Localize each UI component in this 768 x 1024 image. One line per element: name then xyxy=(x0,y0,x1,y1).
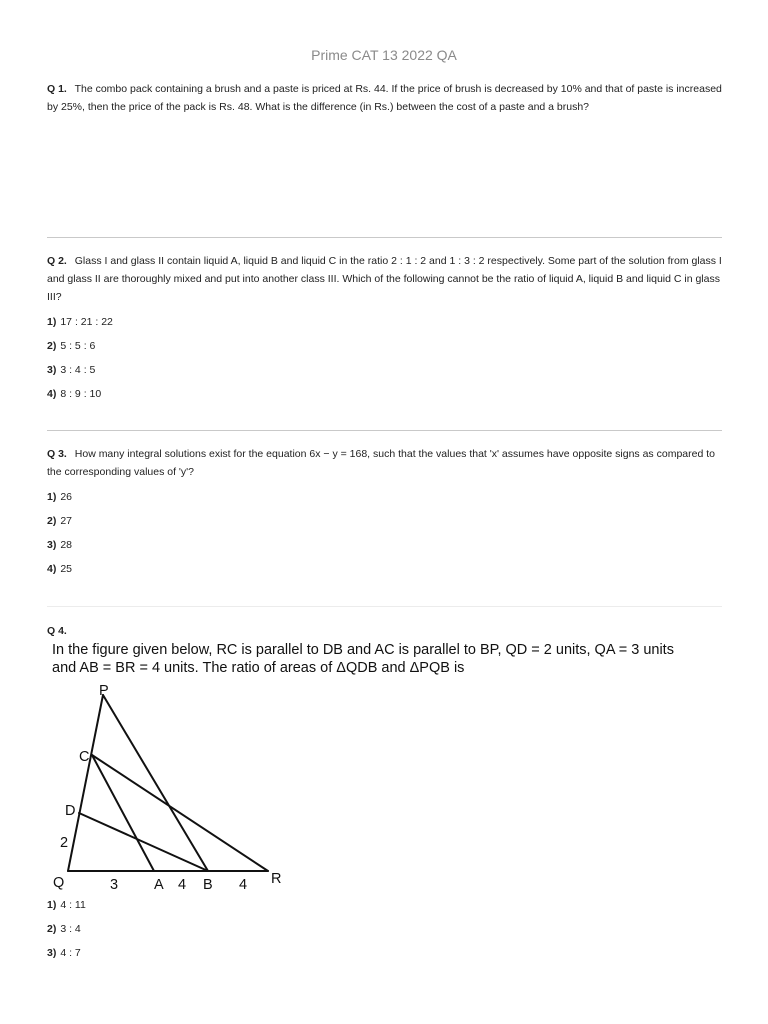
option-1[interactable]: 1) 26 xyxy=(47,491,73,503)
label-qa-length: 3 xyxy=(110,877,119,892)
option-2[interactable]: 2) 27 xyxy=(47,515,73,527)
label-d: D xyxy=(65,803,76,819)
label-r: R xyxy=(271,871,282,887)
question-number: Q 2. xyxy=(47,255,67,267)
question-number: Q 4. xyxy=(47,625,67,637)
divider xyxy=(47,430,722,431)
option-3[interactable]: 3) 28 xyxy=(47,539,73,551)
question-number: Q 1. xyxy=(47,83,67,95)
line-cr xyxy=(92,755,268,871)
question-text: Glass I and glass II contain liquid A, liquid B and liquid C in the ratio 2 : 1 : 2 and 1 : 3 : 2 respectively. Some part of the solution from glass I and glass II are thoroughly mixed and put into another class III. Which of the following cannot be the ratio of liquid A, liquid B and liquid C in glass III? xyxy=(47,255,722,303)
question-text: In the figure given below, RC is parallel to DB and AC is parallel to BP, QD = 2 units, QA = 3 units and AB = BR = 4 units. The ratio of areas of ΔQDB and ΔPQB is xyxy=(52,642,674,676)
divider xyxy=(47,237,722,238)
line-pb xyxy=(103,695,208,871)
label-q: Q xyxy=(53,875,65,891)
option-1[interactable]: 1) 4 : 11 xyxy=(47,899,86,911)
question-number: Q 3. xyxy=(47,448,67,460)
question-text: The combo pack containing a brush and a paste is priced at Rs. 44. If the price of brush is decreased by 10% and that of paste is increased by 25%, then the price of the pack is Rs. 48. What is the difference (in Rs.) between the cost of a paste and a brush? xyxy=(47,83,722,113)
option-2[interactable]: 2) 5 : 5 : 6 xyxy=(47,340,96,352)
line-db xyxy=(79,813,208,871)
option-4[interactable]: 4) 25 xyxy=(47,563,73,575)
label-p: P xyxy=(99,683,109,699)
label-qd-length: 2 xyxy=(60,835,69,851)
question-4 xyxy=(47,622,722,640)
question-2 xyxy=(47,252,722,406)
page-title: Prime CAT 13 2022 QA xyxy=(311,47,457,63)
option-2[interactable]: 2) 3 : 4 xyxy=(47,923,81,935)
option-4[interactable]: 4) 8 : 9 : 10 xyxy=(47,388,102,400)
options-list xyxy=(47,893,86,965)
divider xyxy=(47,606,722,607)
options-list xyxy=(47,310,722,406)
line-ca xyxy=(92,755,154,871)
line-qp xyxy=(68,695,103,871)
question-3 xyxy=(47,445,722,581)
label-a: A xyxy=(154,877,164,892)
triangle-figure xyxy=(48,680,298,892)
question-text: How many integral solutions exist for the equation 6x − y = 168, such that the values that 'x' assumes have opposite signs as compared to the corresponding values of 'y'? xyxy=(47,448,715,478)
label-br-length: 4 xyxy=(239,877,248,892)
label-b: B xyxy=(203,877,213,892)
option-3[interactable]: 3) 4 : 7 xyxy=(47,947,81,959)
label-ab-length: 4 xyxy=(178,877,187,892)
option-3[interactable]: 3) 3 : 4 : 5 xyxy=(47,364,96,376)
question-1 xyxy=(47,80,722,116)
label-c: C xyxy=(79,749,90,765)
option-1[interactable]: 1) 17 : 21 : 22 xyxy=(47,316,113,328)
options-list xyxy=(47,485,722,581)
